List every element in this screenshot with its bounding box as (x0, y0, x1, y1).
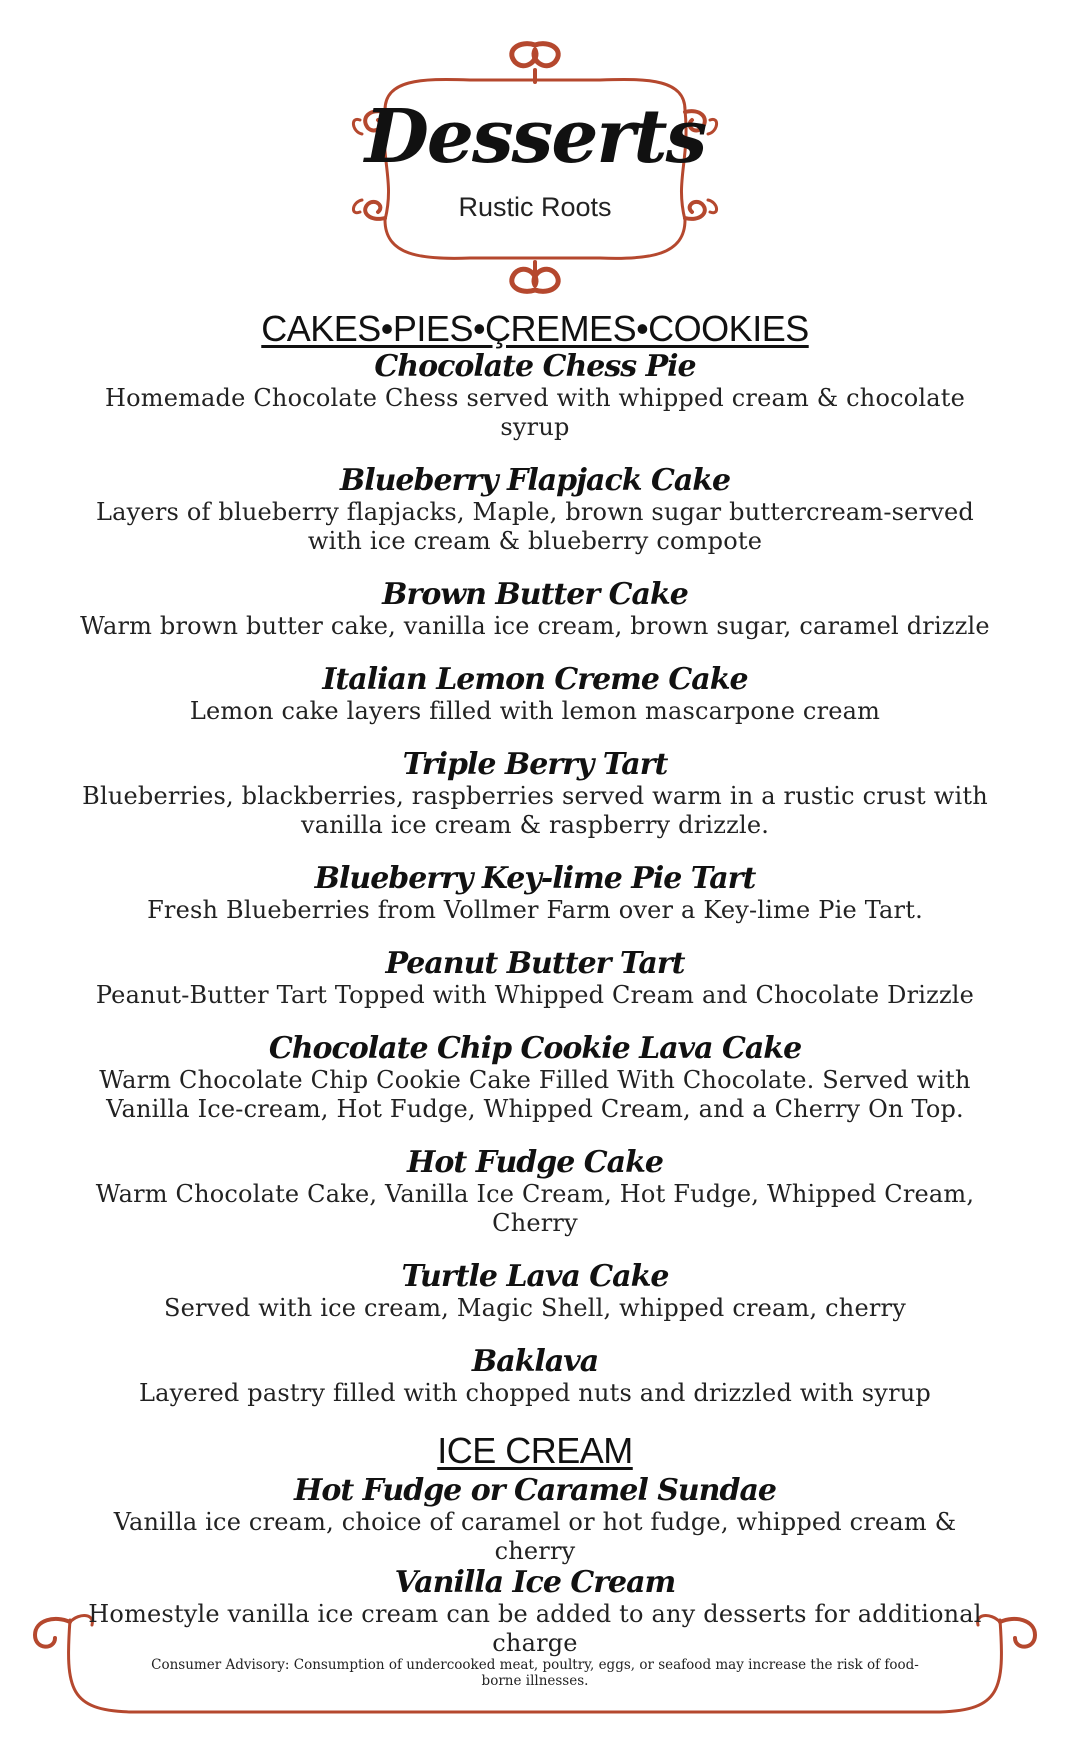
item-description: Vanilla ice cream, choice of caramel or hot fudge, whipped cream & cherry (113, 1508, 957, 1565)
item-description: Served with ice cream, Magic Shell, whipped cream, cherry (164, 1294, 906, 1322)
restaurant-name: Rustic Roots (458, 192, 612, 222)
item-name: Blueberry Flapjack Cake (339, 463, 731, 498)
menu-item (80, 350, 990, 442)
item-name: Baklava (471, 1344, 599, 1379)
menu-item (80, 1146, 990, 1238)
header-frame-bottom (385, 220, 685, 258)
menu-item (80, 578, 990, 641)
menu-item (80, 663, 990, 726)
menu-item (80, 748, 990, 840)
section-heading-ice-cream: ICE CREAM (437, 1430, 633, 1471)
menu-item (80, 862, 990, 925)
item-description: Homestyle vanilla ice cream can be added to any desserts for additional charge (88, 1600, 982, 1657)
menu-item (80, 1260, 990, 1323)
consumer-advisory: Consumer Advisory: Consumption of undercooked meat, poultry, eggs, or seafood may increase the risk of food-borne illnesses. (151, 1657, 919, 1689)
item-name: Blueberry Key-lime Pie Tart (314, 861, 756, 896)
menu-item (80, 464, 990, 556)
item-name: Vanilla Ice Cream (394, 1565, 676, 1600)
item-name: Italian Lemon Creme Cake (322, 662, 748, 697)
item-description: Homemade Chocolate Chess served with whipped cream & chocolate syrup (104, 384, 966, 441)
item-description: Lemon cake layers filled with lemon mascarpone cream (189, 697, 881, 725)
item-description: Layered pastry filled with chopped nuts and drizzled with syrup (139, 1379, 931, 1407)
item-description: Warm Chocolate Chip Cookie Cake Filled With Chocolate. Served with Vanilla Ice-cream, Hot Fudge, Whipped Cream, and a Cherry On Top. (99, 1066, 971, 1123)
menu-content (80, 308, 990, 1658)
item-name: Chocolate Chess Pie (374, 349, 696, 384)
page-title: Desserts (364, 94, 706, 180)
menu-item (80, 1566, 990, 1658)
item-name: Triple Berry Tart (402, 747, 668, 782)
item-name: Hot Fudge or Caramel Sundae (293, 1473, 776, 1508)
item-description: Fresh Blueberries from Vollmer Farm over a Key-lime Pie Tart. (147, 896, 923, 924)
menu-item (80, 1032, 990, 1124)
item-name: Turtle Lava Cake (401, 1259, 669, 1294)
item-description: Warm Chocolate Cake, Vanilla Ice Cream, Hot Fudge, Whipped Cream, Cherry (95, 1180, 975, 1237)
section-heading-cakes: CAKES•PIES•ÇREMES•COOKIES (261, 308, 809, 349)
menu-item (80, 1345, 990, 1408)
item-name: Hot Fudge Cake (407, 1145, 663, 1180)
menu-item (80, 947, 990, 1010)
item-description: Warm brown butter cake, vanilla ice cream, brown sugar, caramel drizzle (80, 612, 990, 640)
menu-item (80, 1474, 990, 1566)
item-name: Brown Butter Cake (382, 577, 688, 612)
item-name: Peanut Butter Tart (385, 946, 685, 981)
item-description: Layers of blueberry flapjacks, Maple, brown sugar buttercream-served with ice cream & blueberry compote (96, 498, 974, 555)
item-description: Peanut-Butter Tart Topped with Whipped Cream and Chocolate Drizzle (95, 981, 975, 1009)
item-description: Blueberries, blackberries, raspberries served warm in a rustic crust with vanilla ice cream & raspberry drizzle. (82, 782, 988, 839)
item-name: Chocolate Chip Cookie Lava Cake (268, 1031, 802, 1066)
